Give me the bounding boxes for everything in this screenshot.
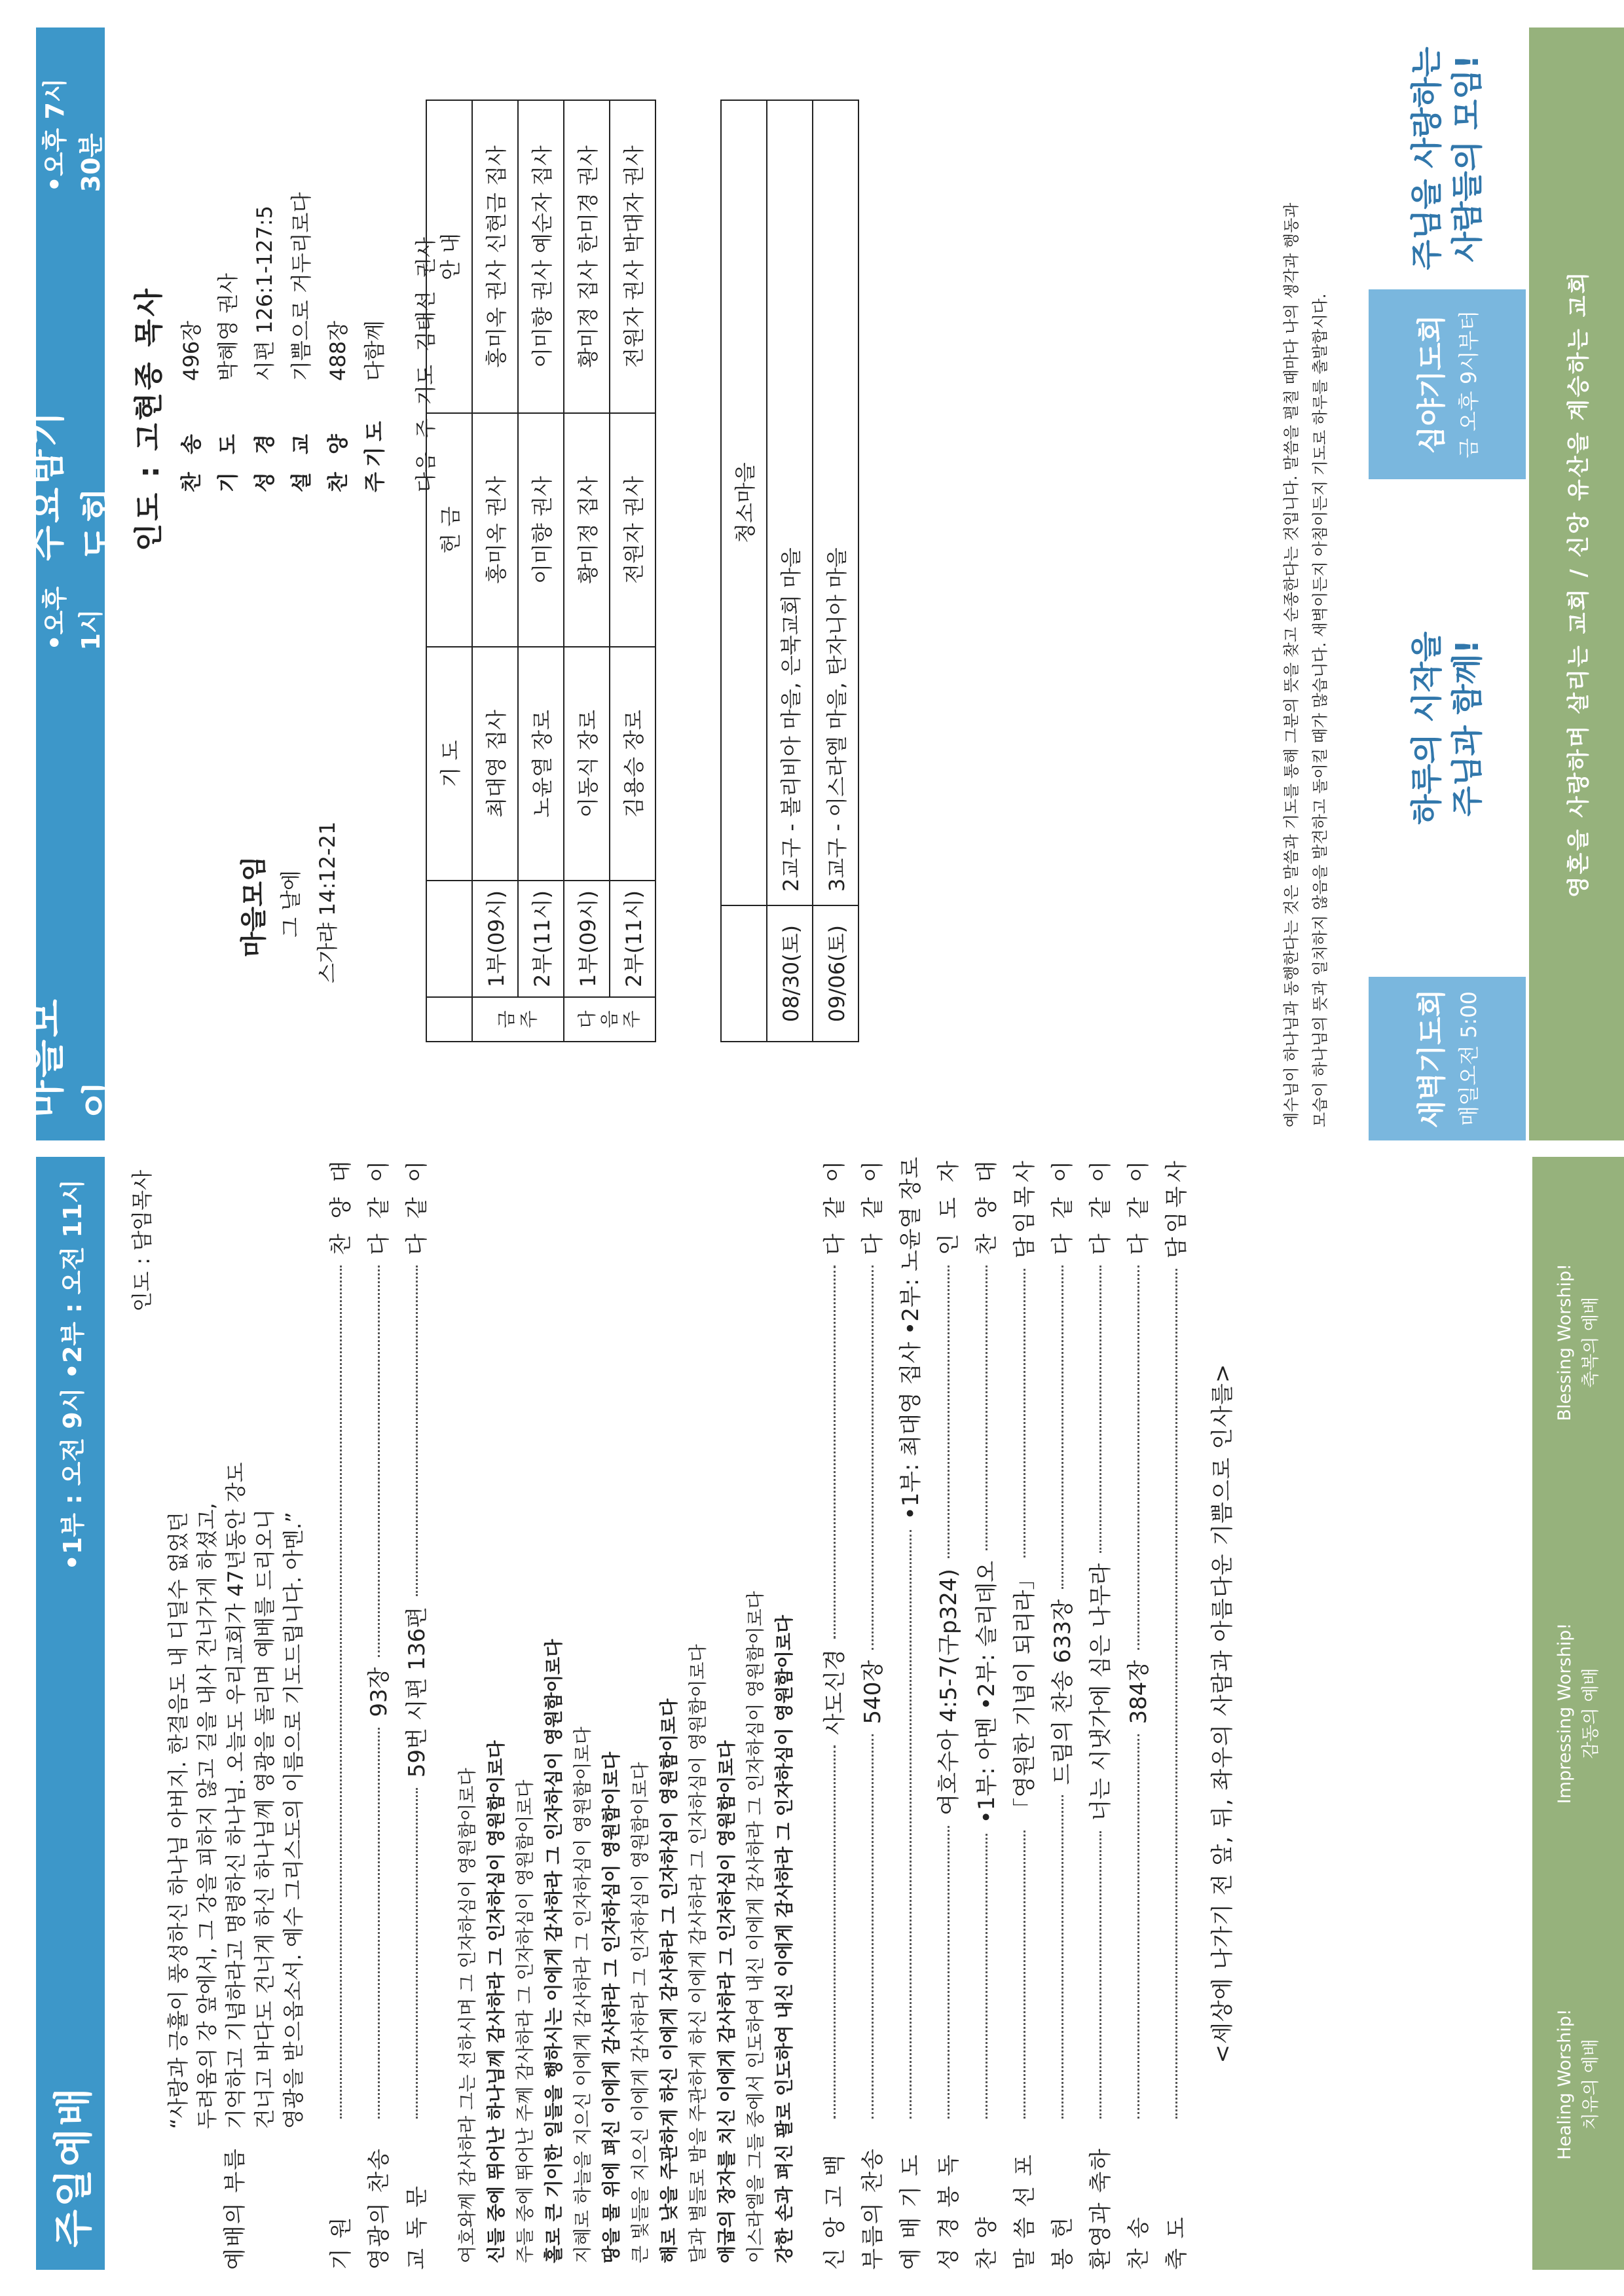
order-item: 93장 xyxy=(366,1667,392,1717)
wed-next-prayer: 다음 주 기도 김태선 권사 xyxy=(413,237,438,492)
order-person: 다 같 이 xyxy=(860,1157,886,1256)
impressing-en: Impressing Worship! xyxy=(1555,1622,1575,1804)
dot-leader xyxy=(1023,1831,1025,2119)
call-to-worship-label: 예배의 부름 xyxy=(222,2147,248,2270)
order-item: 「영원한 기념이 되리라」 xyxy=(1012,1567,1038,1820)
order-person: 담임목사 xyxy=(1012,1156,1038,1259)
wed-item-key: 성 경 xyxy=(252,429,277,492)
dot-leader xyxy=(833,1745,836,2119)
order-label: 축 도 xyxy=(1164,2215,1190,2270)
order-row xyxy=(360,1157,398,2270)
service-group: 다음주 xyxy=(564,997,655,1042)
reading-line: 이스라엘을 그들 중에서 인도하여 내신 이에게 감사하라 그 인자하심이 영원함이로다 xyxy=(745,1591,766,2263)
service-cell: 2부(11시) xyxy=(610,881,655,997)
cleaning-header: 청소마을 xyxy=(721,100,767,905)
service-cell: 이동식 장로 xyxy=(564,647,610,881)
wed-item-value: 488장 xyxy=(325,321,350,381)
order-top xyxy=(322,1157,436,2270)
wed-item-key: 기 도 xyxy=(215,429,240,492)
order-item: •1부: 아멘 •2부: 슬리데오 xyxy=(974,1560,1000,1824)
order-label: 찬 송 xyxy=(1126,2215,1152,2270)
prayer-banner xyxy=(1369,27,1526,1140)
dawn-prayer-box xyxy=(1369,977,1526,1140)
wed-item xyxy=(173,27,210,492)
order-row xyxy=(930,1157,968,2270)
dot-leader xyxy=(1099,1266,1101,1553)
order-person: 담임목사 xyxy=(1164,1157,1190,1259)
order-bottom xyxy=(816,1157,1196,2270)
order-person: 다 같 이 xyxy=(822,1156,848,1256)
order-label: 예 배 기 도 xyxy=(898,2153,924,2270)
dot-leader xyxy=(1061,1795,1063,2119)
order-label: 찬 양 xyxy=(974,2215,1000,2270)
wed-item-value: 다함께 xyxy=(362,320,387,381)
responsive-reading xyxy=(453,1157,799,2270)
dot-leader xyxy=(1137,1266,1139,1650)
service-row xyxy=(472,100,518,1042)
dot-leader xyxy=(871,1734,874,2119)
wed-item xyxy=(246,27,283,492)
call-line: 건너고 바다도 건너게 하신 하나님께 영광을 돌리며 예배를 드리오니 xyxy=(252,1509,277,2129)
order-label: 영광의 찬송 xyxy=(366,2147,392,2270)
service-cell: 이미향 권사 xyxy=(518,413,564,647)
worship-footer-band xyxy=(1532,1157,1624,2270)
closing-greeting: <세상에 나가기 전 앞, 뒤, 좌우의 사람과 아름다운 기쁨으로 인사를> xyxy=(1209,1363,1236,2064)
village-and-wednesday-panel xyxy=(0,27,1624,1140)
wed-time: •오후 7시 30분 xyxy=(40,78,105,192)
dot-leader xyxy=(415,1266,418,1596)
service-row xyxy=(518,100,564,1042)
order-label: 신 앙 고 백 xyxy=(822,2153,848,2270)
worship-leader: 인도 : 담임목사 xyxy=(130,1170,155,1312)
reading-line: 달과 별들로 밤을 주관하게 하신 이에게 감사하라 그 인자하심이 영원함이로다 xyxy=(687,1644,709,2263)
order-row xyxy=(398,1157,436,2270)
service-cell: 노윤열 장로 xyxy=(518,647,564,881)
night-prayer-title: 심야기도회 xyxy=(1415,314,1449,454)
wed-item-value: 496장 xyxy=(179,321,204,381)
sunday-worship-header xyxy=(36,1157,105,2270)
call-to-worship-text xyxy=(164,1462,308,2129)
dot-leader xyxy=(1137,1734,1139,2119)
dot-leader xyxy=(339,1266,342,2119)
healing-worship xyxy=(1532,1899,1624,2270)
service-cell: 김용승 장로 xyxy=(610,647,655,881)
reading-line: 해로 낮을 주관하게 하신 이에게 감사하라 그 인자하심이 영원함이로다 xyxy=(658,1698,680,2263)
sunday-worship-title: 주일예배 xyxy=(50,2085,97,2248)
dot-leader xyxy=(377,1266,380,1656)
night-prayer-time: 금 오후 9시부터 xyxy=(1456,310,1481,459)
cleaning-table xyxy=(720,100,859,1042)
wed-item xyxy=(210,27,246,492)
wed-item-value: 시편 126:1-127:5 xyxy=(252,206,277,381)
love-lord-line-2: 사람들의 모임! xyxy=(1449,54,1486,263)
reading-line: 강한 손과 펴신 팔로 인도하여 내신 이에게 감사하라 그 인자하심이 영원함이로다 xyxy=(773,1614,795,2263)
village-title: 마을모임 xyxy=(22,996,125,1118)
meetings-info xyxy=(131,27,444,1140)
call-line: 영광을 받으옵소서. 예수 그리스도의 이름으로 기도드립니다. 아멘.” xyxy=(281,1512,306,2129)
service-cell: 1부(09시) xyxy=(472,881,518,997)
blessing-worship xyxy=(1532,1157,1624,1528)
order-row xyxy=(322,1157,360,2270)
wed-items xyxy=(173,27,393,492)
order-row xyxy=(968,1157,1006,2270)
church-motto: 영혼을 사랑하며 살리는 교회 / 신앙 유산을 계승하는 교회 xyxy=(1529,27,1624,1140)
cleaning-date-1: 08/30(토) xyxy=(767,905,813,1042)
village-wed-header xyxy=(22,27,125,1140)
wed-item xyxy=(283,27,320,492)
dot-leader xyxy=(909,1530,912,2119)
wed-title: 수요밤기도회 xyxy=(26,409,121,561)
order-row xyxy=(1006,1157,1044,2270)
order-person: 다 같 이 xyxy=(1126,1157,1152,1256)
service-header: 기 도 xyxy=(426,647,472,881)
village-meeting-info xyxy=(131,591,444,1140)
service-cell: 전원자 권사 xyxy=(610,413,655,647)
day-start-line-1: 하루의 시작을 xyxy=(1409,631,1445,825)
order-person: 다 같 이 xyxy=(1050,1156,1076,1256)
village-sub: 그 날에 xyxy=(278,870,303,938)
dot-leader xyxy=(377,1728,380,2119)
reading-line: 땅을 물 위에 펴신 이에게 감사하라 그 인자하심이 영원함이로다 xyxy=(600,1751,622,2263)
dot-leader xyxy=(415,1788,418,2119)
wed-item-key: 찬 송 xyxy=(179,429,204,492)
notice-text xyxy=(1277,34,1335,1127)
order-item: 사도신경 xyxy=(822,1649,848,1736)
reading-line: 홀로 큰 기이한 일들을 행하시는 이에게 감사하라 그 인자하심이 영원함이로다 xyxy=(543,1639,564,2263)
order-person: 다 같 이 xyxy=(366,1156,392,1256)
order-item: 너는 시냇가에 심은 나무라 xyxy=(1088,1563,1114,1821)
cleaning-value-1: 2교구 - 볼리비아 마을, 은북교회 마을 xyxy=(767,100,813,905)
cleaning-date-2: 09/06(토) xyxy=(813,905,858,1042)
wed-item-key: 설 교 xyxy=(289,429,314,492)
impressing-ko: 감동의 예배 xyxy=(1581,1667,1601,1759)
order-item: 384장 xyxy=(1126,1660,1152,1724)
order-row xyxy=(892,1157,930,2270)
dot-leader xyxy=(1099,1831,1101,2119)
order-row xyxy=(854,1157,892,2270)
order-label: 부름의 찬송 xyxy=(860,2147,886,2270)
dawn-prayer-time: 매일오전 5:00 xyxy=(1456,991,1481,1126)
service-row xyxy=(564,100,610,1042)
service-header: 헌 금 xyxy=(426,413,472,647)
dot-leader xyxy=(833,1266,836,1639)
order-item: 드림의 찬송 633장 xyxy=(1050,1599,1076,1785)
service-cell: 최대영 집사 xyxy=(472,647,518,881)
order-label: 교 독 문 xyxy=(404,2184,430,2270)
call-line: “사랑과 긍휼이 풍성하신 하나님 아버지. 한결음도 내 디딜수 없었던 xyxy=(166,1512,191,2129)
order-item: 여호수아 4:5-7(구p324) xyxy=(936,1569,962,1815)
night-prayer-box xyxy=(1369,289,1526,479)
call-line: 두려움의 강 앞에서, 그 강을 피하지 않고 길을 내사 건너가게 하셨고, xyxy=(194,1503,219,2129)
village-time: •오후 1시 xyxy=(40,586,105,651)
call-to-worship xyxy=(164,1157,308,2270)
order-person: 다 같 이 xyxy=(1088,1157,1114,1256)
healing-ko: 치유의 예배 xyxy=(1581,2039,1601,2130)
blessing-ko: 축복의 예배 xyxy=(1581,1296,1601,1388)
order-item: 540장 xyxy=(860,1660,886,1724)
call-line: 기억하고 기념하라고 명령하신 하나님. 오늘도 우리교회가 47년동안 강도 xyxy=(223,1462,248,2129)
reading-line: 애굽의 장자를 치신 이에게 감사하라 그 인자하심이 영원함이로다 xyxy=(716,1740,737,2263)
blessing-en: Blessing Worship! xyxy=(1555,1264,1575,1421)
wed-item-value: 기쁨으로 거두리로다 xyxy=(289,192,314,381)
reading-line: 지혜로 하늘을 지으신 이에게 감사하라 그 인자하심이 영원함이로다 xyxy=(572,1726,593,2263)
order-label: 환영과 축하 xyxy=(1088,2147,1114,2270)
dot-leader xyxy=(1061,1266,1063,1589)
order-person: 찬 양 대 xyxy=(328,1157,354,1256)
day-start-box xyxy=(1369,479,1526,977)
order-person: 찬 양 대 xyxy=(974,1157,1000,1256)
service-header xyxy=(426,997,472,1042)
order-label: 성 경 봉 독 xyxy=(936,2153,962,2270)
service-cell: 2부(11시) xyxy=(518,881,564,997)
sunday-worship-times: •1부 : 오전 9시 •2부 : 오전 11시 xyxy=(58,1179,87,1571)
healing-en: Healing Worship! xyxy=(1555,2009,1575,2160)
service-cell: 1부(09시) xyxy=(564,881,610,997)
love-lord-box xyxy=(1369,27,1526,289)
service-cell: 홍미옥 권사 신현금 집사 xyxy=(472,100,518,413)
order-row xyxy=(816,1157,854,2270)
wed-item xyxy=(320,27,356,492)
wed-item-value: 박혜영 권사 xyxy=(215,273,240,381)
dot-leader xyxy=(947,1266,950,1558)
order-row xyxy=(1158,1157,1196,2270)
order-person: 인 도 자 xyxy=(936,1157,962,1256)
service-header xyxy=(426,881,472,997)
service-header-row xyxy=(426,100,472,1042)
wed-item-key: 찬 양 xyxy=(325,429,350,492)
dawn-prayer-title: 새벽기도회 xyxy=(1415,989,1449,1129)
dot-leader xyxy=(985,1834,987,2119)
service-cell: 이미향 권사 예순자 집사 xyxy=(518,100,564,413)
order-item: •1부: 최대영 집사 •2부: 노윤열 장로 xyxy=(898,1157,924,1520)
day-start-line-2: 주님과 함께! xyxy=(1449,639,1486,817)
reading-line: 주들 중에 뛰어난 주께 감사하라 그 인자하심이 영원함이로다 xyxy=(514,1779,536,2263)
dot-leader xyxy=(1023,1269,1025,1557)
service-cell: 황미정 집사 xyxy=(564,413,610,647)
love-lord-line-1: 주님을 사랑하는 xyxy=(1409,46,1445,270)
wednesday-info xyxy=(131,27,444,591)
reading-line: 큰 빛들을 지으신 이에게 감사하라 그 인자하심이 영원함이로다 xyxy=(629,1762,651,2263)
reading-line: 여호와께 감사하라 그는 선하시며 그 인자하심이 영원함이로다 xyxy=(456,1768,478,2263)
order-of-worship xyxy=(123,1157,1242,2270)
order-label: 기 원 xyxy=(328,2215,354,2270)
notice-line-2: 모습이 하나님의 뜻과 일치하지 않음을 발견하고 돌이킬 때가 많습니다. 새벽이든지 아침이든지 기도로 하루를 출발합시다. xyxy=(1311,293,1329,1127)
dot-leader xyxy=(871,1266,874,1650)
service-cell: 홍미옥 권사 xyxy=(472,413,518,647)
order-row xyxy=(1120,1157,1158,2270)
service-cell: 전원자 권사 박대자 권사 xyxy=(610,100,655,413)
dot-leader xyxy=(985,1266,987,1550)
order-label: 봉 헌 xyxy=(1050,2215,1076,2270)
order-label: 말 씀 선 포 xyxy=(1012,2153,1038,2270)
order-row xyxy=(1044,1157,1082,2270)
service-row xyxy=(610,100,655,1042)
service-header: 안 내 xyxy=(426,100,472,413)
village-heading: 마을모임 xyxy=(239,856,269,957)
service-group: 금주 xyxy=(472,997,564,1042)
wed-leader: 인도 : 고현종 목사 xyxy=(132,285,166,551)
wed-item xyxy=(356,27,393,492)
dot-leader xyxy=(947,1826,950,2119)
impressing-worship xyxy=(1532,1528,1624,1899)
reading-line: 신들 중에 뛰어난 하나님께 감사하라 그 인자하심이 영원함이로다 xyxy=(485,1740,507,2263)
service-cell: 황미정 집사 한미경 권사 xyxy=(564,100,610,413)
wed-item-key: 주기도 xyxy=(362,416,387,492)
dot-leader xyxy=(1175,1269,1177,2119)
order-item: 59번 시편 136편 xyxy=(404,1607,430,1778)
order-person: 다 같 이 xyxy=(404,1157,430,1256)
village-ref: 스가랴 14:12-21 xyxy=(315,821,340,983)
notice-line-1: 예수님이 하나님과 동행한다는 것은 말씀과 기도를 통해 그분의 뜻을 찾고 순종한다는 것입니다. 말씀을 펼칠 때마다 나의 생각과 행동과 xyxy=(1282,202,1301,1127)
service-table xyxy=(426,100,656,1042)
cleaning-value-2: 3교구 - 이스라엘 마을, 탄자니아 마을 xyxy=(813,100,858,905)
order-row xyxy=(1082,1157,1120,2270)
sunday-worship-panel xyxy=(0,1157,1624,2270)
